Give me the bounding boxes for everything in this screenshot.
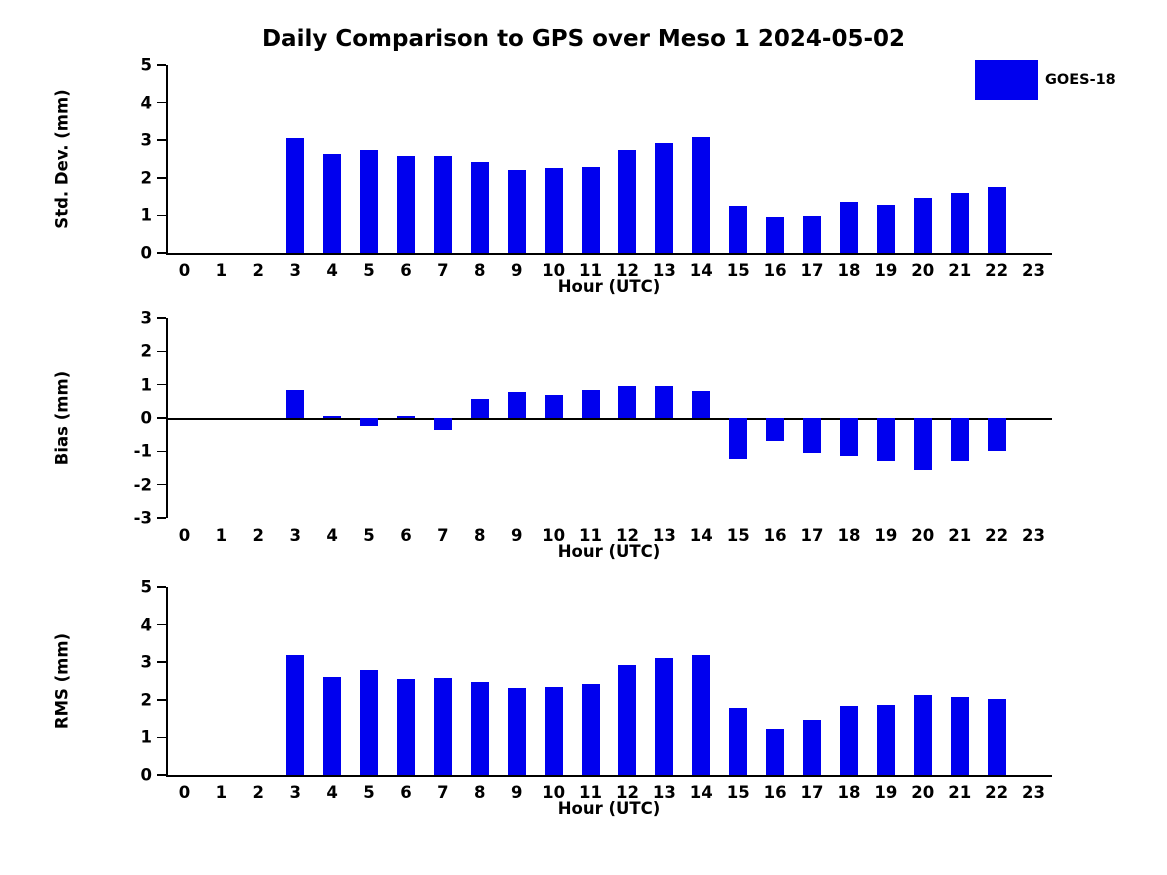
x-tick-label: 14 (689, 783, 713, 802)
x-tick-label: 12 (615, 783, 639, 802)
x-tick-label: 21 (948, 783, 972, 802)
x-tick-label: 16 (763, 783, 787, 802)
bar (988, 187, 1006, 253)
x-tick-label: 12 (615, 261, 639, 280)
bar (434, 156, 452, 253)
x-tick-label: 11 (579, 261, 603, 280)
x-tick-label: 7 (437, 261, 449, 280)
y-tick (157, 586, 166, 588)
x-tick-label: 8 (474, 783, 486, 802)
bar (803, 418, 821, 453)
y-axis-line (166, 587, 168, 775)
x-tick-label: 6 (400, 261, 412, 280)
bar (951, 418, 969, 461)
x-tick-label: 10 (542, 261, 566, 280)
x-axis-label-rms: Hour (UTC) (557, 799, 661, 818)
bar (545, 168, 563, 253)
x-tick-label: 4 (326, 261, 338, 280)
bar (582, 390, 600, 418)
bar (988, 699, 1006, 775)
bar (914, 695, 932, 775)
x-tick-label: 18 (837, 783, 861, 802)
bar (877, 205, 895, 253)
bar (434, 418, 452, 430)
y-tick (157, 737, 166, 739)
y-tick-label: 1 (140, 375, 152, 395)
x-tick-label: 15 (726, 526, 750, 545)
y-tick-label: -2 (133, 475, 152, 495)
panel-rms (52, 577, 1052, 818)
bar (434, 678, 452, 775)
x-tick-label: 3 (289, 526, 301, 545)
x-tick-label: 17 (800, 783, 824, 802)
x-tick-label: 19 (874, 783, 898, 802)
x-tick-label: 5 (363, 261, 375, 280)
y-tick-label: 2 (140, 168, 152, 188)
bar (655, 143, 673, 253)
y-tick-label: 5 (140, 55, 152, 75)
x-tick-label: 13 (652, 526, 676, 545)
x-tick-label: 17 (800, 526, 824, 545)
bar (877, 705, 895, 775)
bar (988, 418, 1006, 451)
x-tick-label: 15 (726, 261, 750, 280)
x-tick-label: 14 (689, 261, 713, 280)
y-tick (157, 139, 166, 141)
y-axis-line (166, 65, 168, 253)
bar (286, 390, 304, 418)
x-tick-label: 19 (874, 526, 898, 545)
bar (803, 720, 821, 775)
x-tick-label: 23 (1022, 526, 1046, 545)
bar (840, 706, 858, 775)
y-tick-label: -1 (133, 441, 152, 461)
bar (286, 138, 304, 253)
bar (914, 418, 932, 470)
bar (545, 687, 563, 775)
x-tick-label: 1 (215, 261, 228, 280)
x-tick-label: 20 (911, 526, 935, 545)
x-tick-label: 4 (326, 526, 338, 545)
y-tick (157, 384, 166, 386)
x-tick-label: 5 (363, 783, 375, 802)
y-tick-label: 3 (140, 130, 152, 150)
panel-bias (52, 308, 1052, 561)
bar (877, 418, 895, 461)
bar (397, 156, 415, 253)
bar (951, 697, 969, 775)
x-tick-label: 1 (215, 783, 228, 802)
y-tick-label: -3 (133, 508, 152, 528)
chart-title: Daily Comparison to GPS over Meso 1 2024-05-02 (261, 26, 906, 52)
bar (471, 162, 489, 253)
x-tick-label: 2 (252, 261, 265, 280)
y-tick (157, 64, 166, 66)
x-tick-label: 21 (948, 261, 972, 280)
bar (360, 150, 378, 253)
x-tick-label: 0 (178, 261, 191, 280)
bar (618, 665, 636, 775)
bar (508, 688, 526, 775)
y-tick (157, 102, 166, 104)
x-tick-label: 3 (289, 261, 301, 280)
x-tick-label: 20 (911, 783, 935, 802)
bar (729, 418, 747, 459)
bar (360, 418, 378, 426)
x-tick-label: 9 (510, 526, 523, 545)
bar (655, 386, 673, 418)
x-tick-label: 20 (911, 261, 935, 280)
x-tick-label: 6 (400, 526, 412, 545)
bar (766, 729, 784, 775)
bar (471, 682, 489, 775)
bar (360, 670, 378, 775)
y-tick (157, 699, 166, 701)
x-tick-label: 13 (652, 783, 676, 802)
y-axis-label-std-dev: Std. Dev. (mm) (52, 89, 72, 229)
x-tick-label: 16 (763, 261, 787, 280)
bar (323, 416, 341, 418)
x-tick-label: 23 (1022, 783, 1046, 802)
bar (766, 418, 784, 441)
x-tick-label: 9 (510, 783, 523, 802)
y-tick (157, 215, 166, 217)
y-tick (157, 252, 166, 254)
y-tick-label: 4 (140, 93, 152, 113)
y-tick-label: 2 (140, 690, 152, 710)
x-tick-label: 4 (326, 783, 338, 802)
x-tick-label: 6 (400, 783, 412, 802)
x-tick-label: 10 (542, 526, 566, 545)
x-tick-label: 5 (363, 526, 375, 545)
x-tick-label: 8 (474, 261, 486, 280)
y-tick-label: 3 (140, 652, 152, 672)
bar (692, 391, 710, 418)
x-tick-label: 13 (652, 261, 676, 280)
bar (508, 392, 526, 418)
bar (618, 386, 636, 418)
x-tick-label: 18 (837, 526, 861, 545)
x-tick-label: 22 (985, 783, 1009, 802)
bar (323, 677, 341, 775)
y-tick (157, 517, 166, 519)
y-tick-label: 4 (140, 615, 152, 635)
plot-area-std-dev (140, 55, 1052, 280)
y-tick-label: 1 (140, 205, 152, 225)
x-axis-label-std-dev: Hour (UTC) (557, 277, 661, 296)
bar (840, 202, 858, 253)
x-tick-label: 8 (474, 526, 486, 545)
x-tick-label: 9 (510, 261, 523, 280)
y-tick (157, 661, 166, 663)
x-tick-label: 17 (800, 261, 824, 280)
bar (582, 684, 600, 775)
y-tick-label: 0 (140, 765, 152, 785)
x-tick-label: 18 (837, 261, 861, 280)
bar (471, 399, 489, 418)
y-tick-label: 0 (140, 243, 152, 263)
x-tick-label: 12 (615, 526, 639, 545)
x-tick-label: 16 (763, 526, 787, 545)
y-tick-label: 2 (140, 341, 152, 361)
y-tick-label: 5 (140, 577, 152, 597)
x-tick-label: 2 (252, 526, 265, 545)
bar (323, 154, 341, 253)
x-axis-line (166, 253, 1052, 255)
x-tick-label: 0 (178, 783, 191, 802)
bar (545, 395, 563, 418)
x-tick-label: 2 (252, 783, 265, 802)
y-tick (157, 774, 166, 776)
x-tick-label: 11 (579, 526, 603, 545)
plot-area-bias (133, 308, 1052, 545)
x-axis-label-bias: Hour (UTC) (557, 542, 661, 561)
bar (508, 170, 526, 253)
y-tick (157, 417, 166, 419)
y-tick (157, 177, 166, 179)
x-tick-label: 19 (874, 261, 898, 280)
y-tick-label: 3 (140, 308, 152, 328)
y-tick (157, 317, 166, 319)
x-tick-label: 23 (1022, 261, 1046, 280)
x-tick-label: 1 (215, 526, 228, 545)
bar (692, 655, 710, 775)
x-tick-label: 7 (437, 783, 449, 802)
bar (766, 217, 784, 253)
x-tick-label: 7 (437, 526, 449, 545)
bar (397, 416, 415, 418)
x-tick-label: 0 (178, 526, 191, 545)
y-tick (157, 624, 166, 626)
x-tick-label: 21 (948, 526, 972, 545)
bar (914, 198, 932, 253)
y-axis-label-rms: RMS (mm) (52, 632, 72, 730)
x-tick-label: 22 (985, 526, 1009, 545)
bar (840, 418, 858, 456)
y-tick (157, 451, 166, 453)
x-tick-label: 22 (985, 261, 1009, 280)
legend-label-goes18: GOES-18 (1045, 72, 1116, 88)
x-tick-label: 10 (542, 783, 566, 802)
x-tick-label: 14 (689, 526, 713, 545)
bar (729, 708, 747, 775)
y-tick (157, 484, 166, 486)
y-tick (157, 351, 166, 353)
bar (729, 206, 747, 253)
bar (397, 679, 415, 775)
plot-area-rms (140, 577, 1052, 802)
y-axis-label-bias: Bias (mm) (52, 370, 72, 466)
bar (286, 655, 304, 775)
bar (655, 658, 673, 775)
x-tick-label: 3 (289, 783, 301, 802)
y-tick-label: 0 (140, 408, 152, 428)
x-tick-label: 11 (579, 783, 603, 802)
bar (951, 193, 969, 253)
bar (803, 216, 821, 253)
x-axis-line (166, 775, 1052, 777)
x-tick-label: 15 (726, 783, 750, 802)
bar (692, 137, 710, 253)
y-tick-label: 1 (140, 727, 152, 747)
bar (582, 167, 600, 253)
panel-std-dev (52, 55, 1052, 296)
bar (618, 150, 636, 253)
